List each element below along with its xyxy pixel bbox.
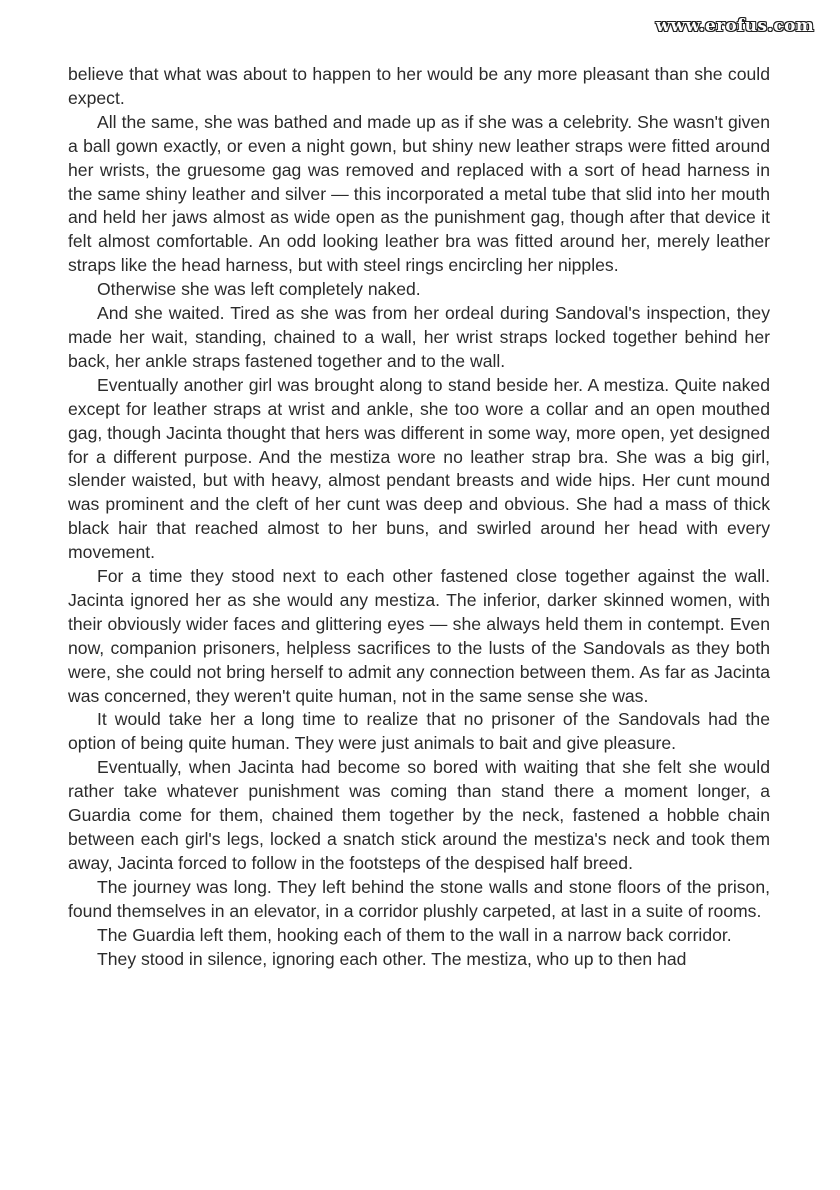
paragraph: Eventually another girl was brought along to stand beside her. A mestiza. Quite naked except for leather straps at wrist and ankle, she too wore a collar and an open mouthed gag, though Jacinta thought that hers was different in some way, more open, yet designed for a different purpose. And the mestiza wore no leather strap bra. She was a big girl, slender waisted, but with heavy, almost pendant breasts and wide hips. Her cunt mound was prominent and the cleft of her cunt was deep and obvious. She had a mass of thick black hair that reached almost to her buns, and swirled around her head with every movement. xyxy=(68,374,770,563)
paragraph-truncated: They stood in silence, ignoring each other. The mestiza, who up to then had xyxy=(97,948,687,969)
paragraph-continuation: believe that what was about to happen to her would be any more pleasant than she could expect. xyxy=(68,64,770,108)
paragraph: The journey was long. They left behind the stone walls and stone floors of the prison, found themselves in an elevator, in a corridor plushly carpeted, at last in a suite of rooms. xyxy=(68,876,770,921)
paragraph: Eventually, when Jacinta had become so bored with waiting that she felt she would rather take whatever punishment was coming than stand there a moment longer, a Guardia come for them, chained them together by the neck, fastened a hobble chain between each girl's legs, locked a snatch stick around the mestiza's neck and took them away, Jacinta forced to follow in the footsteps of the despised half breed. xyxy=(68,757,770,873)
paragraph: For a time they stood next to each other fastened close together against the wall. Jacinta ignored her as she would any mestiza. The inferior, darker skinned women, with their obviously wider faces and glittering eyes — she always held them in contempt. Even now, companion prisoners, helpless sacrifices to the lusts of the Sandovals as they both were, she could not bring herself to admit any connection between them. As far as Jacinta was concerned, they weren't quite human, not in the same sense she was. xyxy=(68,566,770,706)
paragraph: All the same, she was bathed and made up as if she was a celebrity. She wasn't given a ball gown exactly, or even a night gown, but shiny new leather straps were fitted around her wrists, the gruesome gag was removed and replaced with a sort of head harness in the same shiny leather and silver — this incorporated a metal tube that slid into her mouth and held her jaws almost as wide open as the punishment gag, though after that device it felt almost comfortable. An odd looking leather bra was fitted around her, merely leather straps like the head harness, but with steel rings encircling her nipples. xyxy=(68,111,770,276)
page-body xyxy=(68,63,770,971)
paragraph: It would take her a long time to realize that no prisoner of the Sandovals had the option of being quite human. They were just animals to bait and give pleasure. xyxy=(68,709,770,754)
site-watermark: www.erofus.com xyxy=(655,16,814,36)
paragraph: Otherwise she was left completely naked. xyxy=(97,279,421,300)
paragraph: And she waited. Tired as she was from her ordeal during Sandoval's inspection, they made her wait, standing, chained to a wall, her wrist straps locked together behind her back, her ankle straps fastened together and to the wall. xyxy=(68,303,770,371)
paragraph: The Guardia left them, hooking each of them to the wall in a narrow back corridor. xyxy=(97,924,732,945)
